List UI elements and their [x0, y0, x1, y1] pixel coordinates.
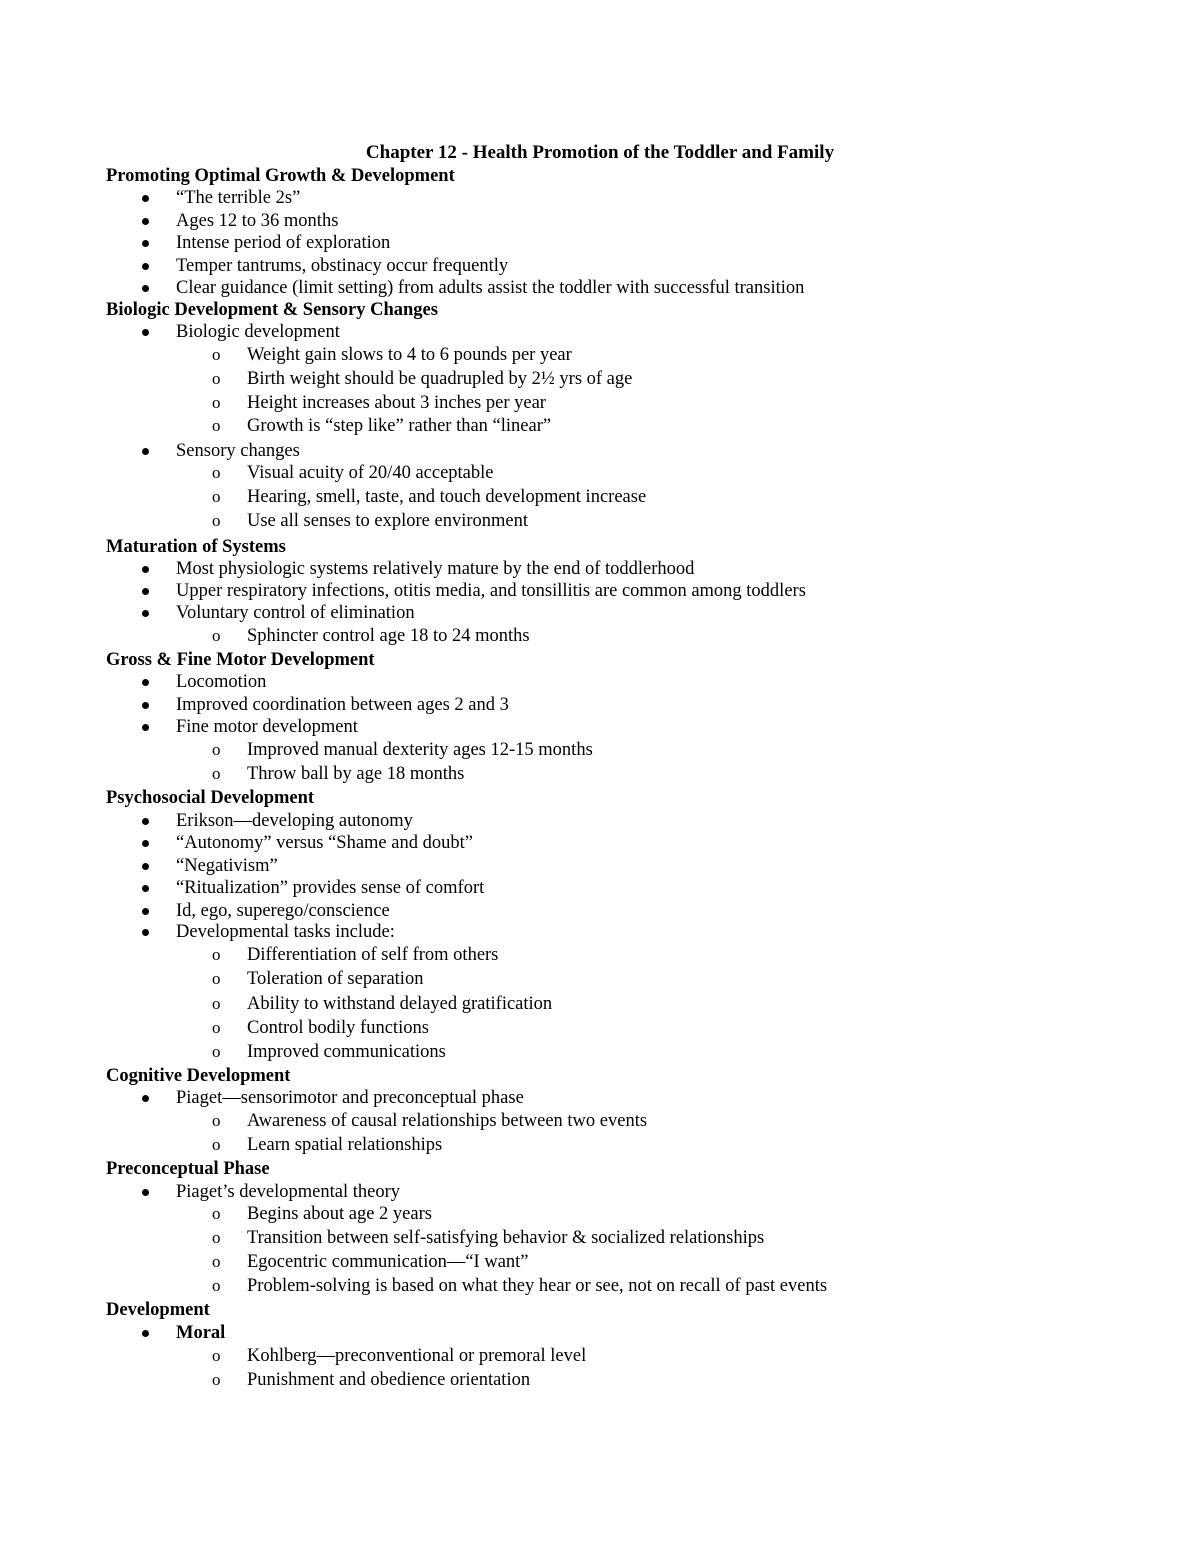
- circle-bullet-icon: o: [212, 994, 221, 1013]
- circle-bullet-icon: o: [212, 740, 221, 759]
- bullet-icon: [142, 724, 149, 731]
- bullet-icon: [142, 263, 149, 270]
- bullet-icon: [142, 1189, 149, 1196]
- circle-bullet-icon: o: [212, 764, 221, 783]
- list-item: Voluntary control of elimination: [176, 603, 415, 623]
- sub-list-item: Hearing, smell, taste, and touch development increase: [247, 487, 647, 507]
- list-item: Temper tantrums, obstinacy occur frequently: [176, 256, 509, 276]
- list-item: “Autonomy” versus “Shame and doubt”: [176, 833, 473, 853]
- document-title: [0, 141, 1200, 165]
- circle-bullet-icon: o: [212, 1204, 221, 1223]
- sub-list-item: Height increases about 3 inches per year: [247, 393, 546, 413]
- sub-list-item: Visual acuity of 20/40 acceptable: [247, 463, 494, 483]
- circle-bullet-icon: o: [212, 369, 221, 388]
- bullet-icon: [142, 588, 149, 595]
- circle-bullet-icon: o: [212, 393, 221, 412]
- sub-list-item: Egocentric communication—“I want”: [247, 1252, 529, 1272]
- circle-bullet-icon: o: [212, 945, 221, 964]
- sub-list-item: Problem-solving is based on what they hear or see, not on recall of past events: [247, 1276, 828, 1296]
- list-item: Erikson—developing autonomy: [176, 811, 413, 831]
- section-heading: Gross & Fine Motor Development: [106, 650, 375, 670]
- section-heading: Psychosocial Development: [106, 788, 315, 808]
- list-item: “Ritualization” provides sense of comfort: [176, 878, 485, 898]
- sub-list-item: Toleration of separation: [247, 969, 424, 989]
- circle-bullet-icon: o: [212, 1135, 221, 1154]
- circle-bullet-icon: o: [212, 1228, 221, 1247]
- circle-bullet-icon: o: [212, 511, 221, 530]
- bullet-icon: [142, 702, 149, 709]
- bullet-icon: [142, 218, 149, 225]
- list-item: Intense period of exploration: [176, 233, 391, 253]
- list-item: “The terrible 2s”: [176, 188, 301, 208]
- bullet-icon: [142, 863, 149, 870]
- circle-bullet-icon: o: [212, 1111, 221, 1130]
- bullet-icon: [142, 610, 149, 617]
- list-item: Biologic development: [176, 322, 340, 342]
- list-item: Most physiologic systems relatively mature by the end of toddlerhood: [176, 559, 695, 579]
- circle-bullet-icon: o: [212, 1346, 221, 1365]
- sub-list-item: Birth weight should be quadrupled by 2½ yrs of age: [247, 369, 633, 389]
- sub-list-item: Transition between self-satisfying behavior & socialized relationships: [247, 1228, 765, 1248]
- list-item: Ages 12 to 36 months: [176, 211, 339, 231]
- bullet-icon: [142, 566, 149, 573]
- circle-bullet-icon: o: [212, 1370, 221, 1389]
- sub-list-item: Differentiation of self from others: [247, 945, 499, 965]
- section-heading: Maturation of Systems: [106, 537, 286, 557]
- circle-bullet-icon: o: [212, 487, 221, 506]
- list-item: Clear guidance (limit setting) from adults assist the toddler with successful transition: [176, 278, 805, 298]
- list-item: “Negativism”: [176, 856, 278, 876]
- sub-list-item: Punishment and obedience orientation: [247, 1370, 531, 1390]
- sub-list-item: Growth is “step like” rather than “linear”: [247, 416, 552, 436]
- bullet-icon: [142, 929, 149, 936]
- circle-bullet-icon: o: [212, 1042, 221, 1061]
- sub-list-item: Throw ball by age 18 months: [247, 764, 465, 784]
- list-item: Piaget’s developmental theory: [176, 1182, 400, 1202]
- bullet-icon: [142, 908, 149, 915]
- sub-list-item: Sphincter control age 18 to 24 months: [247, 626, 530, 646]
- list-item: Developmental tasks include:: [176, 922, 395, 942]
- section-heading: Development: [106, 1300, 210, 1320]
- circle-bullet-icon: o: [212, 1018, 221, 1037]
- sub-list-item: Use all senses to explore environment: [247, 511, 529, 531]
- sub-list-item: Learn spatial relationships: [247, 1135, 443, 1155]
- sub-list-item: Begins about age 2 years: [247, 1204, 432, 1224]
- bullet-icon: [142, 285, 149, 292]
- list-item: Sensory changes: [176, 441, 300, 461]
- circle-bullet-icon: o: [212, 345, 221, 364]
- section-heading: Cognitive Development: [106, 1066, 291, 1086]
- sub-list-item: Kohlberg—preconventional or premoral level: [247, 1346, 587, 1366]
- list-item: Piaget—sensorimotor and preconceptual phase: [176, 1088, 524, 1108]
- sub-list-item: Improved manual dexterity ages 12-15 months: [247, 740, 593, 760]
- bullet-icon: [142, 1330, 149, 1337]
- section-heading: Promoting Optimal Growth & Development: [106, 166, 455, 186]
- bullet-icon: [142, 195, 149, 202]
- sub-list-item: Ability to withstand delayed gratification: [247, 994, 553, 1014]
- list-item: Id, ego, superego/conscience: [176, 901, 390, 921]
- bullet-icon: [142, 679, 149, 686]
- circle-bullet-icon: o: [212, 463, 221, 482]
- document-title-text: Chapter 12 - Health Promotion of the Toddler and Family: [365, 142, 835, 163]
- circle-bullet-icon: o: [212, 969, 221, 988]
- list-item: Improved coordination between ages 2 and 3: [176, 695, 509, 715]
- list-item: Upper respiratory infections, otitis media, and tonsillitis are common among toddlers: [176, 581, 806, 601]
- bullet-icon: [142, 1095, 149, 1102]
- bullet-icon: [142, 840, 149, 847]
- sub-list-item: Improved communications: [247, 1042, 446, 1062]
- bullet-icon: [142, 818, 149, 825]
- circle-bullet-icon: o: [212, 626, 221, 645]
- sub-list-item: Awareness of causal relationships between two events: [247, 1111, 648, 1131]
- circle-bullet-icon: o: [212, 416, 221, 435]
- list-item: Locomotion: [176, 672, 267, 692]
- section-heading: Preconceptual Phase: [106, 1159, 270, 1179]
- bullet-icon: [142, 240, 149, 247]
- circle-bullet-icon: o: [212, 1276, 221, 1295]
- bullet-icon: [142, 329, 149, 336]
- sub-list-item: Weight gain slows to 4 to 6 pounds per year: [247, 345, 572, 365]
- bullet-icon: [142, 885, 149, 892]
- circle-bullet-icon: o: [212, 1252, 221, 1271]
- bullet-icon: [142, 448, 149, 455]
- list-item: Fine motor development: [176, 717, 358, 737]
- sub-list-item: Control bodily functions: [247, 1018, 429, 1038]
- section-heading: Biologic Development & Sensory Changes: [106, 300, 438, 320]
- list-item: Moral: [176, 1323, 226, 1343]
